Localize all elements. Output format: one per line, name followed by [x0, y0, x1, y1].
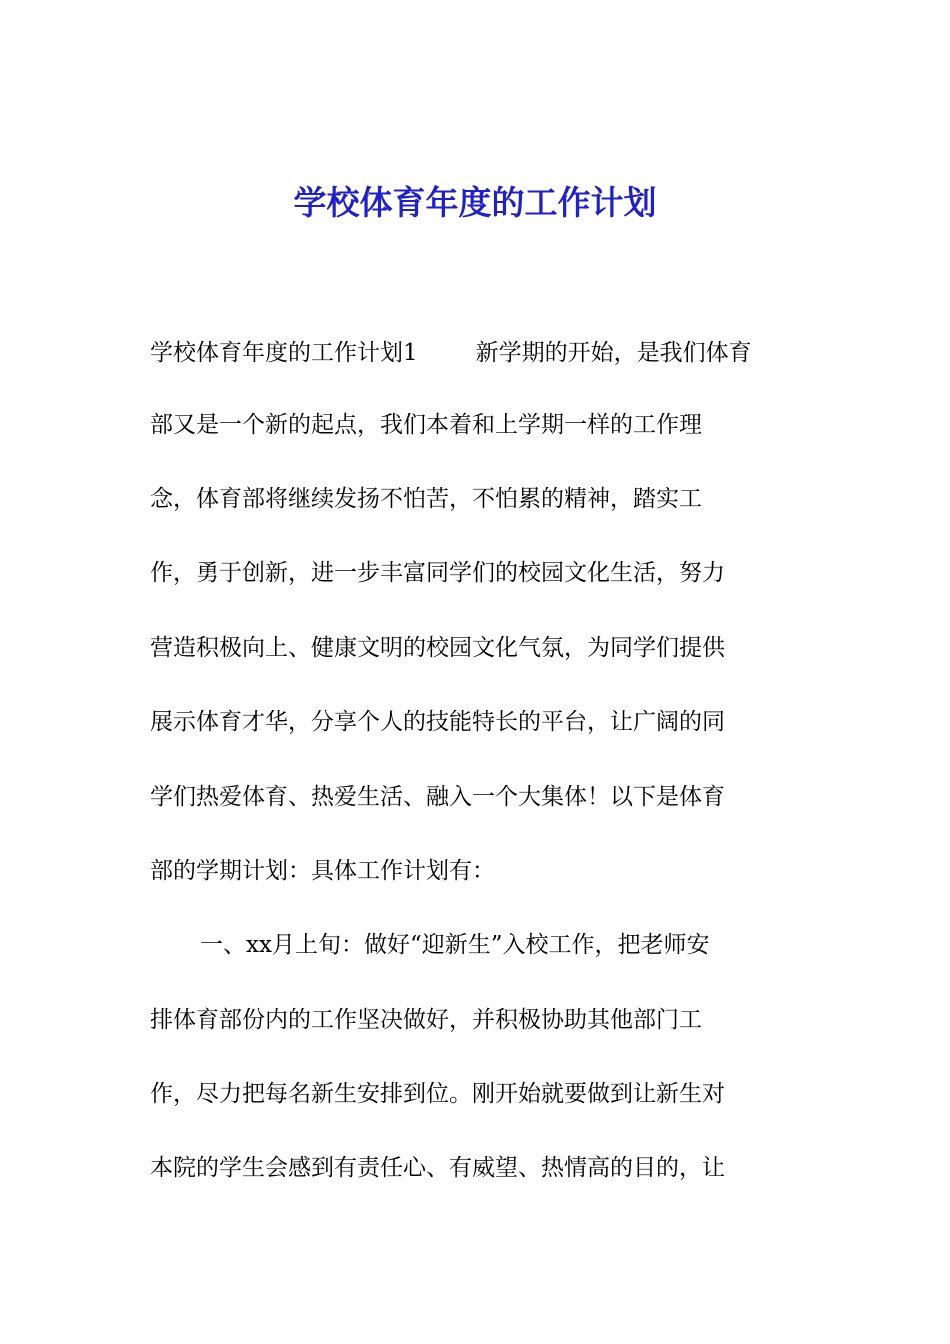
- paragraph-line: 展示体育才华，分享个人的技能特长的平台，让广阔的同: [150, 709, 725, 735]
- paragraph-line: 部又是一个新的起点，我们本着和上学期一样的工作理: [150, 412, 702, 438]
- section-heading: 学校体育年度的工作计划1: [150, 340, 418, 366]
- paragraph-line: 本院的学生会感到有责任心、有威望、热情高的目的，让: [150, 1155, 725, 1181]
- paragraph-line: [150, 338, 830, 368]
- paragraph-line: 营造积极向上、健康文明的校园文化气氛，为同学们提供: [150, 635, 725, 661]
- paragraph-line-text: 新学期的开始，是我们体育: [475, 340, 752, 366]
- paragraph-line: 部的学期计划：具体工作计划有：: [150, 858, 495, 884]
- paragraph-line: 念，体育部将继续发扬不怕苦，不怕累的精神，踏实工: [150, 486, 702, 512]
- paragraph-line: 一、xx月上旬：做好“迎新生”入校工作，把老师安: [200, 932, 710, 958]
- paragraph-line: 作，勇于创新，进一步丰富同学们的校园文化生活，努力: [150, 560, 725, 586]
- document-title: 学校体育年度的工作计划: [293, 183, 657, 222]
- paragraph-line: 学们热爱体育、热爱生活、融入一个大集体！以下是体育: [150, 784, 725, 810]
- paragraph-line: 作，尽力把每名新生安排到位。刚开始就要做到让新生对: [150, 1081, 725, 1107]
- paragraph-line: 排体育部份内的工作坚决做好，并积极协助其他部门工: [150, 1007, 702, 1033]
